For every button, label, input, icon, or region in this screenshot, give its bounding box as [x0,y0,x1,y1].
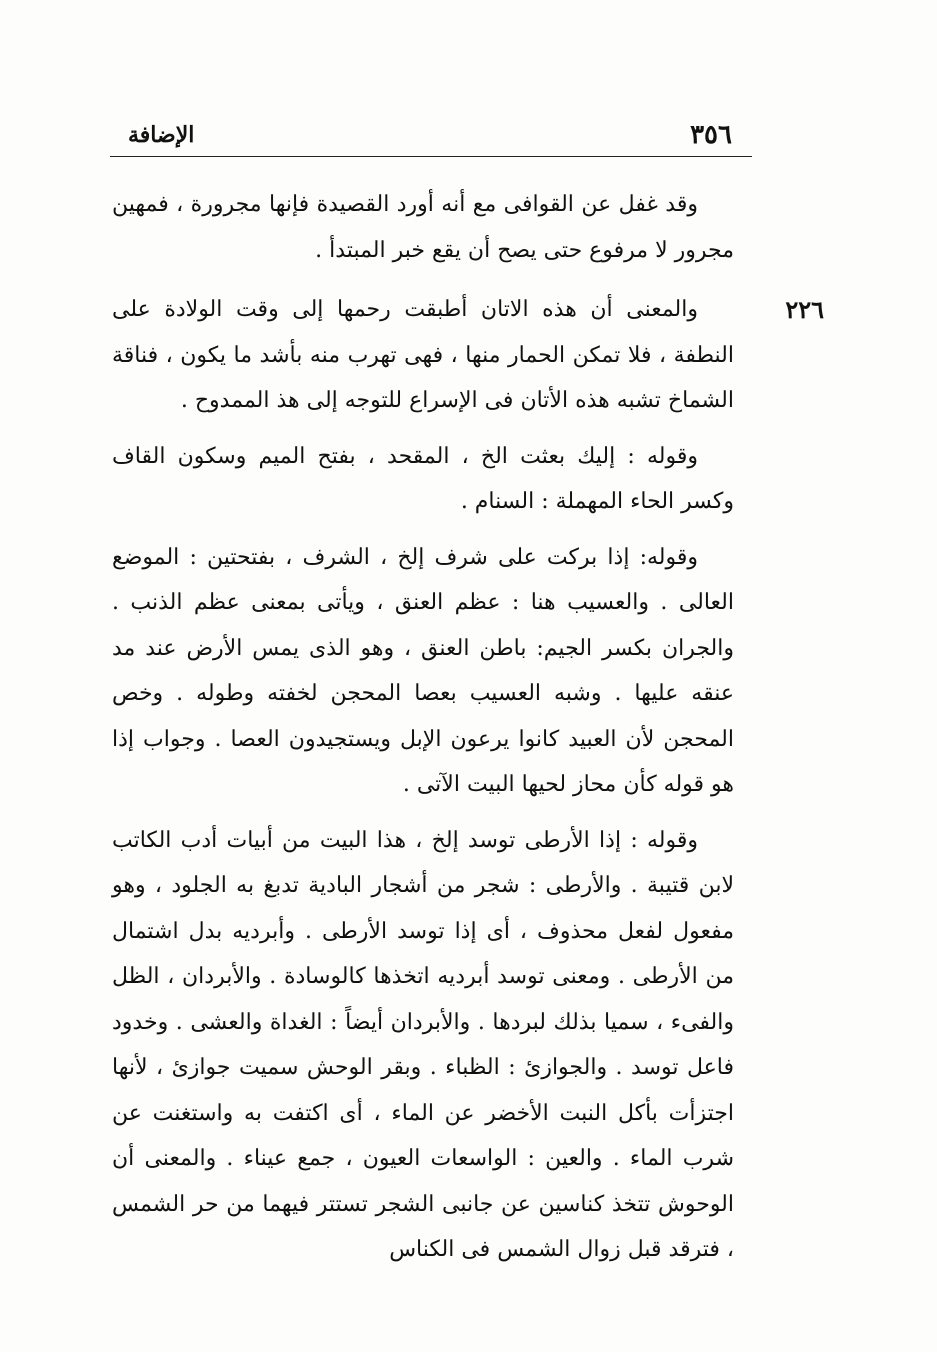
paragraph-3 [112,434,734,525]
paragraph-text: وقوله : إذا الأرطى توسد إلخ ، هذا البيت من أبيات أدب الكاتب لابن قتيبة . والأرطى : شجر من أشجار البادية تدبغ به الجلود ، وهو مفعول لفعل محذوف ، أى إذا توسد الأرطى . وأبرديه بدل اشتمال من الأرطى . ومعنى توسد أبرديه اتخذها كالوسادة . والأبردان ، الظل والفىء ، سميا بذلك لبردها . والأبردان أيضاً : الغداة والعشى . وخدود فاعل توسد . والجوازئ : الظباء . وبقر الوحش سميت جوازئ ، لأنها اجتزأت بأكل النبت الأخضر عن الماء ، أى اكتفت به واستغنت عن شرب الماء . والعين : الواسعات العيون ، جمع عيناء . والمعنى أن الوحوش تتخذ كناسين عن جانبى الشجر تستتر فيهما من حر الشمس ، فترقد قبل زوال الشمس فى الكناس [112,827,734,1262]
page-body [112,182,824,1283]
paragraph-1 [112,182,734,273]
header-divider [110,156,752,157]
paragraph-text: وقوله: إذا بركت على شرف إلخ ، الشرف ، بفتحتين : الموضع العالى . والعسيب هنا : عظم العنق ، ويأتى بمعنى عظم الذنب . والجران بكسر الجيم: باطن العنق ، وهو الذى يمس الأرض عند مد عنقه عليها . وشبه العسيب بعصا المحجن لخفته وطوله . وخص المحجن لأن العبيد كانوا يرعون الإبل ويستجيدون العصا . وجواب إذا هو قوله كأن محاز لحيها البيت الآتى . [112,544,734,797]
paragraph-4 [112,535,734,808]
paragraph-text: وقوله : إليك بعثت الخ ، المقحد ، بفتح الميم وسكون القاف وكسر الحاء المهملة : السنام . [112,443,734,514]
paragraph-text: والمعنى أن هذه الاتان أطبقت رحمها إلى وقت الولادة على النطفة ، فلا تمكن الحمار منها ، فهى تهرب منه بأشد ما يكون ، فناقة الشماخ تشبه هذه الأتان فى الإسراع للتوجه إلى هذ الممدوح . [112,297,734,413]
paragraph-text: وقد غفل عن القوافى مع أنه أورد القصيدة فإنها مجرورة ، فمهين مجرور لا مرفوع حتى يصح أن يقع خبر المبتدأ . [112,192,734,263]
running-title: الإضافة [128,122,195,148]
paragraph-2 [112,287,824,424]
page-number: ٣٥٦ [690,120,732,150]
paragraph-5 [112,818,734,1273]
page-header [110,118,752,156]
verse-number: ٢٢٦ [785,295,824,324]
